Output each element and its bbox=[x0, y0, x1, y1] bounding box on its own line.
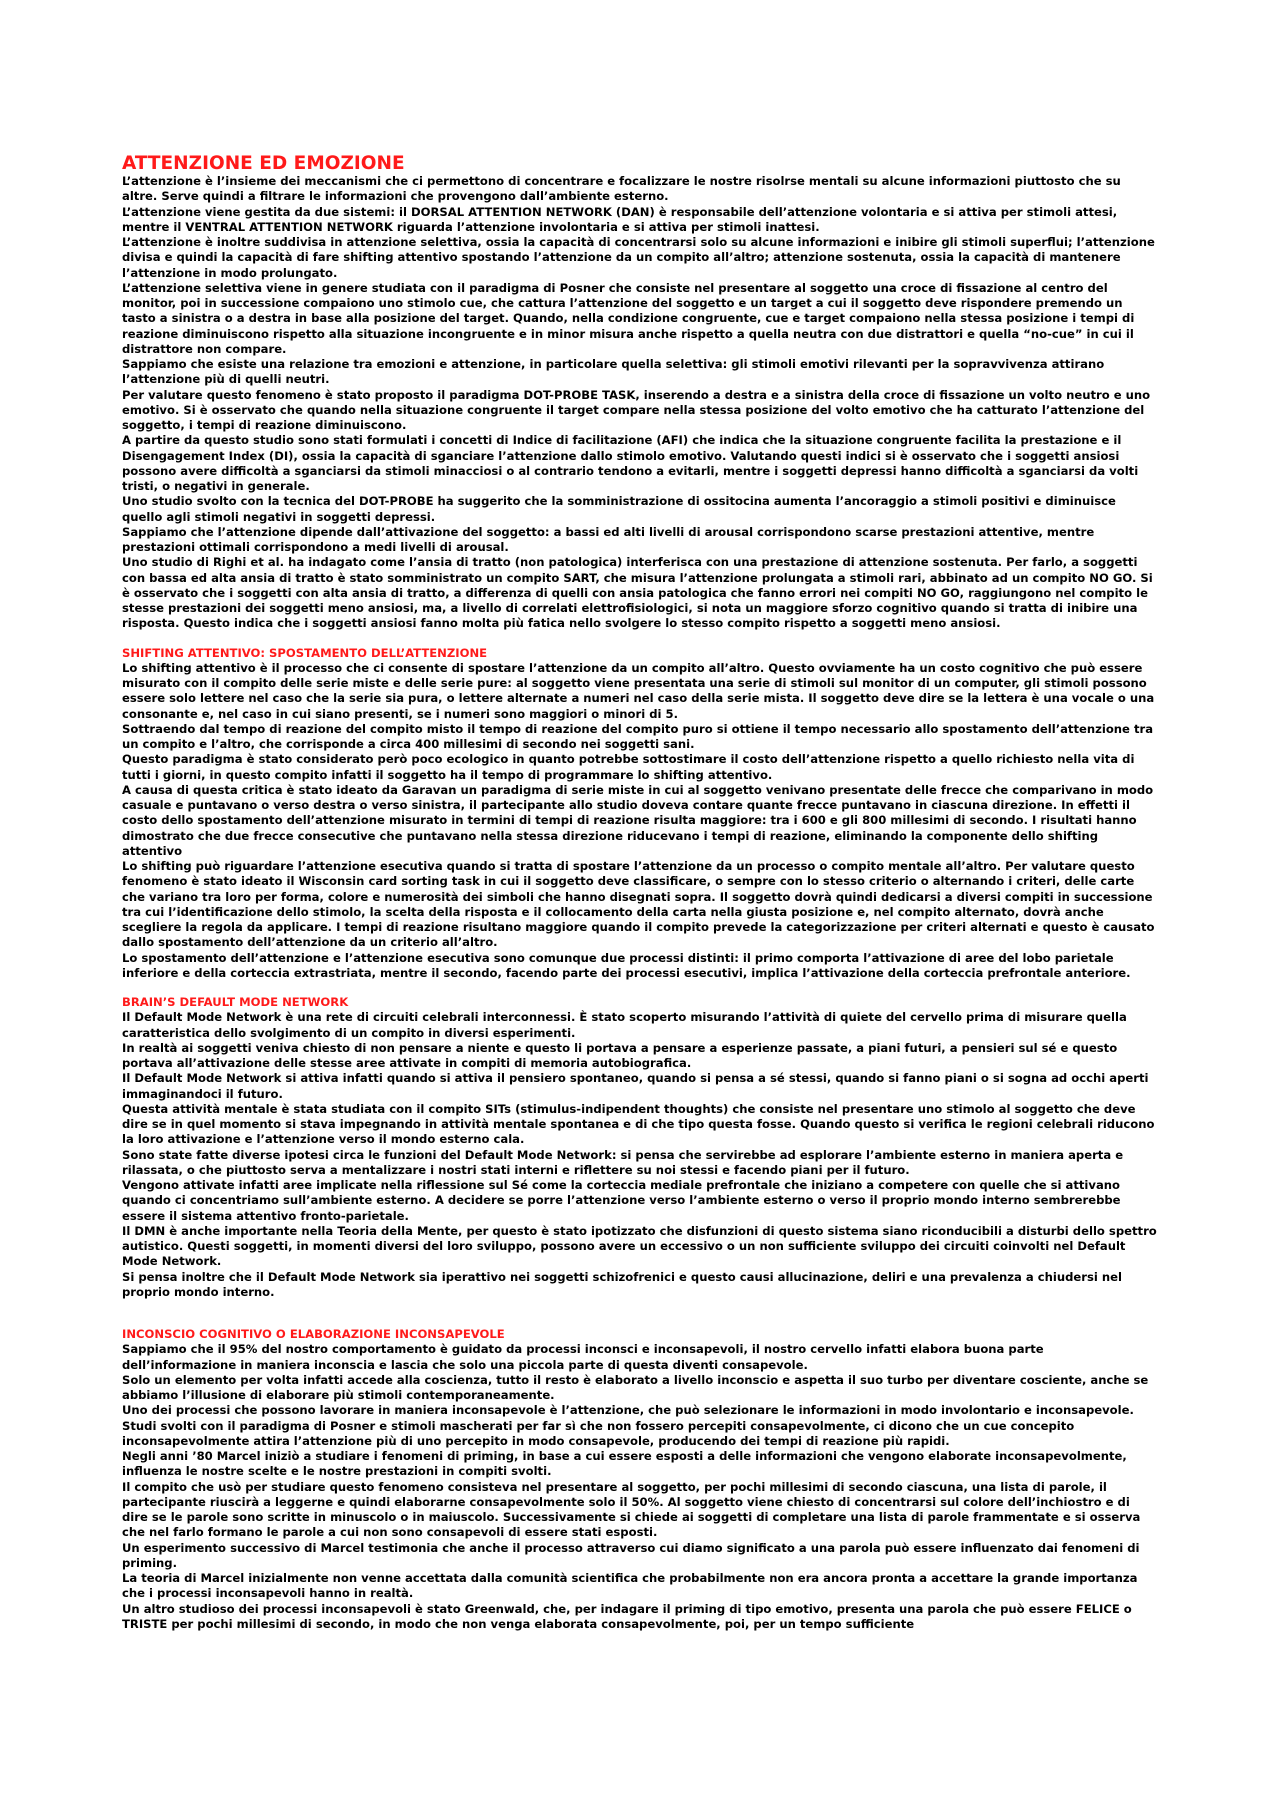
paragraph: L’attenzione selettiva viene in genere studiata con il paradigma di Posner che consiste nel presentare al soggetto una croce di fissazione al centro del monitor, poi in successione compaiono uno stimolo cue, che cattura l’attenzione del soggetto e un target a cui il soggetto deve rispondere premendo un tasto a sinistra o a destra in base alla posizione del target. Quando, nella condizione congruente, cue e target compaiono nella stessa posizione i tempi di reazione diminuiscono rispetto alla situazione incongruente e in minor misura anche rispetto a quella neutra con due distrattori e quella “no-cue” in cui il distrattore non compare. bbox=[122, 280, 1135, 356]
paragraph: Il Default Mode Network è una rete di circuiti celebrali interconnessi. È stato scoperto misurando l’attività di quiete del cervello prima di misurare quella caratteristica dello svolgimento di un compito in diversi esperimenti. bbox=[122, 1010, 1127, 1040]
paragraph: Un altro studioso dei processi inconsapevoli è stato Greenwald, che, per indagare il priming di tipo emotivo, presenta una parola che può essere FELICE o TRISTE per pochi millesimi di secondo, in modo che non venga elaborata consapevolmente, poi, per un tempo sufficiente bbox=[122, 1601, 1132, 1631]
paragraph: Un esperimento successivo di Marcel testimonia che anche il processo attraverso cui diamo significato a una parola può essere influenzato dai fenomeni di priming. bbox=[122, 1540, 1140, 1570]
paragraph: Sono state fatte diverse ipotesi circa le funzioni del Default Mode Network: si pensa che servirebbe ad esplorare l’ambiente esterno in maniera aperta e rilassata, o che piuttosto serva a mentalizzare i nostri stati interni e riflettere su noi stessi e facendo piani per il futuro. bbox=[122, 1147, 1124, 1177]
paragraph: Sappiamo che il 95% del nostro comportamento è guidato da processi inconsci e inconsapevoli, il nostro cervello infatti elabora buona parte dell’informazione in maniera inconscia e lascia che solo una piccola parte di questa diventi consapevole. bbox=[122, 1342, 1044, 1372]
paragraph: Sappiamo che l’attenzione dipende dall’attivazione del soggetto: a bassi ed alti livelli di arousal corrispondono scarse prestazioni attentive, mentre prestazioni ottimali corrispondono a medi livelli di arousal. bbox=[122, 524, 1095, 554]
paragraph: Uno dei processi che possono lavorare in maniera inconsapevole è l’attenzione, che può selezionare le informazioni in modo involontario e inconsapevole. bbox=[122, 1403, 1134, 1418]
section bbox=[122, 1327, 1158, 1632]
paragraph: Uno studio di Righi et al. ha indagato come l’ansia di tratto (non patologica) interferisca con una prestazione di attenzione sostenuta. Per farlo, a soggetti con bassa ed alta ansia di tratto è stato somministrato un compito SART, che misura l’attenzione prolungata a stimoli rari, abbinato ad un compito NO GO. Si è osservato che i soggetti con alta ansia di tratto, a differenza di quelli con ansia patologica che fanno errori nei compiti NO GO, raggiungono nel compito le stesse prestazioni dei soggetti meno ansiosi, ma, a livello di correlati elettrofisiologici, si nota un maggiore sforzo cognitivo quando si tratta di inibire una risposta. Questo indica che i soggetti ansiosi fanno molta più fatica nello svolgere lo stesso compito rispetto a soggetti meno ansiosi. bbox=[122, 555, 1153, 631]
paragraph: Studi svolti con il paradigma di Posner e stimoli mascherati per far sì che non fossero percepiti consapevolmente, ci dicono che un cue concepito inconsapevolmente attira l’attenzione più di uno percepito in modo consapevole, producendo dei tempi di reazione più rapidi. bbox=[122, 1418, 1075, 1448]
paragraph: Negli anni ’80 Marcel iniziò a studiare i fenomeni di priming, in base a cui essere esposti a delle informazioni che vengono elaborate inconsapevolmente, influenza le nostre scelte e le nostre prestazioni in compiti svolti. bbox=[122, 1449, 1127, 1479]
paragraph: Solo un elemento per volta infatti accede alla coscienza, tutto il resto è elaborato a livello inconscio e aspetta il suo turbo per diventare cosciente, anche se abbiamo l’illusione di elaborare più stimoli contemporaneamente. bbox=[122, 1372, 1149, 1402]
paragraph: In realtà ai soggetti veniva chiesto di non pensare a niente e questo li portava a pensare a esperienze passate, a piani futuri, a pensieri sul sé e questo portava all’attivazione delle stesse aree attivate in compiti di memoria autobiografica. bbox=[122, 1040, 1118, 1070]
section-heading: SHIFTING ATTENTIVO: SPOSTAMENTO DELL’ATTENZIONE bbox=[122, 645, 488, 660]
paragraph: Lo shifting attentivo è il processo che ci consente di spostare l’attenzione da un compito all’altro. Questo ovviamente ha un costo cognitivo che può essere misurato con il compito delle serie miste e delle serie pure: al soggetto viene presentata una serie di stimoli sul monitor di un computer, gli stimoli possono essere solo lettere nel caso che la serie sia pura, o lettere alternate a numeri nel caso della serie mista. Il soggetto deve dire se la lettera è una vocale o una consonante e, nel caso in cui siano presenti, se i numeri sono maggiori o minori di 5. bbox=[122, 660, 1155, 721]
document-body bbox=[122, 174, 1158, 1632]
section-heading: BRAIN’S DEFAULT MODE NETWORK bbox=[122, 995, 349, 1009]
paragraph: Lo shifting può riguardare l’attenzione esecutiva quando si tratta di spostare l’attenzione da un processo o compito mentale all’altro. Per valutare questo fenomeno è stato ideato il Wisconsin card sorting task in cui il soggetto deve classificare, o sempre con lo stesso criterio o alternando i criteri, delle carte che variano tra loro per forma, colore e numerosità dei simboli che hanno disegnati sopra. Il soggetto dovrà quindi dedicarsi a diversi compiti in successione tra cui l’identificazione dello stimolo, la scelta della risposta e il collocamento della carta nella giusta posizione e, nel compito alternato, dovrà anche scegliere la regola da applicare. I tempi di reazione risultano maggiore quando il compito prevede la categorizzazione per criteri alternati e questo è causato dallo spostamento dell’attenzione da un criterio all’altro. bbox=[122, 859, 1155, 950]
section bbox=[122, 174, 1158, 632]
paragraph: La teoria di Marcel inizialmente non venne accettata dalla comunità scientifica che probabilmente non era ancora pronta a accettare la grande importanza che i processi inconsapevoli hanno in realtà. bbox=[122, 1571, 1138, 1601]
paragraph: Questa attività mentale è stata studiata con il compito SITs (stimulus-indipendent thoughts) che consiste nel presentare uno stimolo al soggetto che deve dire se in quel momento si stava impegnando in attività mentale spontanea e di che tipo questa fosse. Quando questo si verifica le regioni celebrali riducono la loro attivazione e l’attenzione verso il mondo esterno cala. bbox=[122, 1101, 1155, 1147]
paragraph: L’attenzione è l’insieme dei meccanismi che ci permettono di concentrare e focalizzare le nostre risolrse mentali su alcune informazioni piuttosto che su altre. Serve quindi a filtrare le informazioni che provengono dall’ambiente esterno. bbox=[122, 174, 1121, 204]
paragraph: L’attenzione viene gestita da due sistemi: il DORSAL ATTENTION NETWORK (DAN) è responsabile dell’attenzione volontaria e si attiva per stimoli attesi, mentre il VENTRAL ATTENTION NETWORK riguarda l’attenzione involontaria e si attiva per stimoli inattesi. bbox=[122, 204, 1118, 234]
document-title: ATTENZIONE ED EMOZIONE bbox=[122, 153, 405, 174]
paragraph: Uno studio svolto con la tecnica del DOT-PROBE ha suggerito che la somministrazione di ossitocina aumenta l’ancoraggio a stimoli positivi e diminuisce quello agli stimoli negativi in soggetti depressi. bbox=[122, 494, 1116, 524]
paragraph: Vengono attivate infatti aree implicate nella riflessione sul Sé come la corteccia mediale prefrontale che iniziano a competere con quelle che si attivano quando ci concentriamo sull’ambiente esterno. A decidere se porre l’attenzione verso l’ambiente esterno o verso il proprio mondo interno sembrerebbe essere il sistema attentivo fronto-parietale. bbox=[122, 1178, 1121, 1223]
paragraph: A partire da questo studio sono stati formulati i concetti di Indice di facilitazione (AFI) che indica che la situazione congruente facilita la prestazione e il Disengagement Index (DI), ossia la capacità di sganciare l’attenzione dallo stimolo emotivo. Valutando questi indici si è osservato che i soggetti ansiosi possono avere difficoltà a sganciarsi da stimoli minacciosi o al contrario tendono a evitarli, mentre i soggetti depressi hanno difficoltà a sganciarsi da volti tristi, o negativi in generale. bbox=[122, 433, 1139, 493]
paragraph: Il Default Mode Network si attiva infatti quando si attiva il pensiero spontaneo, quando si pensa a sé stessi, quando si fanno piani o si sogna ad occhi aperti immaginandoci il futuro. bbox=[122, 1071, 1149, 1101]
paragraph: Sappiamo che esiste una relazione tra emozioni e attenzione, in particolare quella selettiva: gli stimoli emotivi rilevanti per la sopravvivenza attirano l’attenzione più di quelli neutri. bbox=[122, 357, 1105, 387]
paragraph: Il DMN è anche importante nella Teoria della Mente, per questo è stato ipotizzato che disfunzioni di questo sistema siano riconducibili a disturbi dello spettro autistico. Questi soggetti, in momenti diversi del loro sviluppo, possono avere un eccessivo o un non sufficiente sviluppo dei circuiti coinvolti nel Default Mode Network. bbox=[122, 1223, 1157, 1269]
paragraph: Questo paradigma è stato considerato però poco ecologico in quanto potrebbe sottostimare il costo dell’attenzione rispetto a quello richiesto nella vita di tutti i giorni, in questo compito infatti il soggetto ha il tempo di programmare lo shifting attentivo. bbox=[122, 752, 1135, 782]
section bbox=[122, 646, 1158, 982]
section-heading: INCONSCIO COGNITIVO O ELABORAZIONE INCONSAPEVOLE bbox=[122, 1327, 505, 1341]
paragraph: Per valutare questo fenomeno è stato proposto il paradigma DOT-PROBE TASK, inserendo a destra e a sinistra della croce di fissazione un volto neutro e uno emotivo. Si è osservato che quando nella situazione congruente il target compare nella stessa posizione del volto emotivo che ha catturato l’attenzione del soggetto, i tempi di reazione diminuiscono. bbox=[122, 387, 1151, 432]
paragraph: Si pensa inoltre che il Default Mode Network sia iperattivo nei soggetti schizofrenici e questo causi allucinazione, deliri e una prevalenza a chiudersi nel proprio mondo interno. bbox=[122, 1269, 1122, 1299]
document-page bbox=[122, 154, 1158, 1632]
paragraph: Sottraendo dal tempo di reazione del compito misto il tempo di reazione del compito puro si ottiene il tempo necessario allo spostamento dell’attenzione tra un compito e l’altro, che corrisponde a circa 400 millesimi di secondo nei soggetti sani. bbox=[122, 721, 1154, 751]
paragraph: Il compito che usò per studiare questo fenomeno consisteva nel presentare al soggetto, per pochi millesimi di secondo ciascuna, una lista di parole, il partecipante riuscirà a leggerne e quindi elaborarne consapevolmente solo il 50%. Al soggetto viene chiesto di concentrarsi sul colore dell’inchiostro e di dire se le parole sono scritte in minuscolo o in maiuscolo. Successivamente si chiede ai soggetti di completare una lista di parole frammentate e si osserva che nel farlo formano le parole a cui non sono consapevoli di essere stati esposti. bbox=[122, 1479, 1141, 1540]
paragraph: A causa di questa critica è stato ideato da Garavan un paradigma di serie miste in cui al soggetto venivano presentate delle frecce che comparivano in modo casuale e puntavano o verso destra o verso sinistra, il partecipante allo studio doveva contare quante frecce puntavano in ciascuna direzione. In effetti il costo dello spostamento dell’attenzione misurato in termini di tempi di reazione risulta maggiore: tra i 600 e gli 800 millesimi di secondo. I risultati hanno dimostrato che due frecce consecutive che puntavano nella stessa direzione riducevano i tempi di reazione, eliminando la componente dello shifting attentivo bbox=[122, 782, 1154, 858]
section bbox=[122, 995, 1158, 1300]
paragraph: Lo spostamento dell’attenzione e l’attenzione esecutiva sono comunque due processi distinti: il primo comporta l’attivazione di aree del lobo parietale inferiore e della corteccia extrastriata, mentre il secondo, facendo parte dei processi esecutivi, implica l’attivazione della corteccia prefrontale anteriore. bbox=[122, 950, 1131, 980]
paragraph: L’attenzione è inoltre suddivisa in attenzione selettiva, ossia la capacità di concentrarsi solo su alcune informazioni e inibire gli stimoli superflui; l’attenzione divisa e quindi la capacità di fare shifting attentivo spostando l’attenzione da un compito all’altro; attenzione sostenuta, ossia la capacità di mantenere l’attenzione in modo prolungato. bbox=[122, 235, 1155, 280]
